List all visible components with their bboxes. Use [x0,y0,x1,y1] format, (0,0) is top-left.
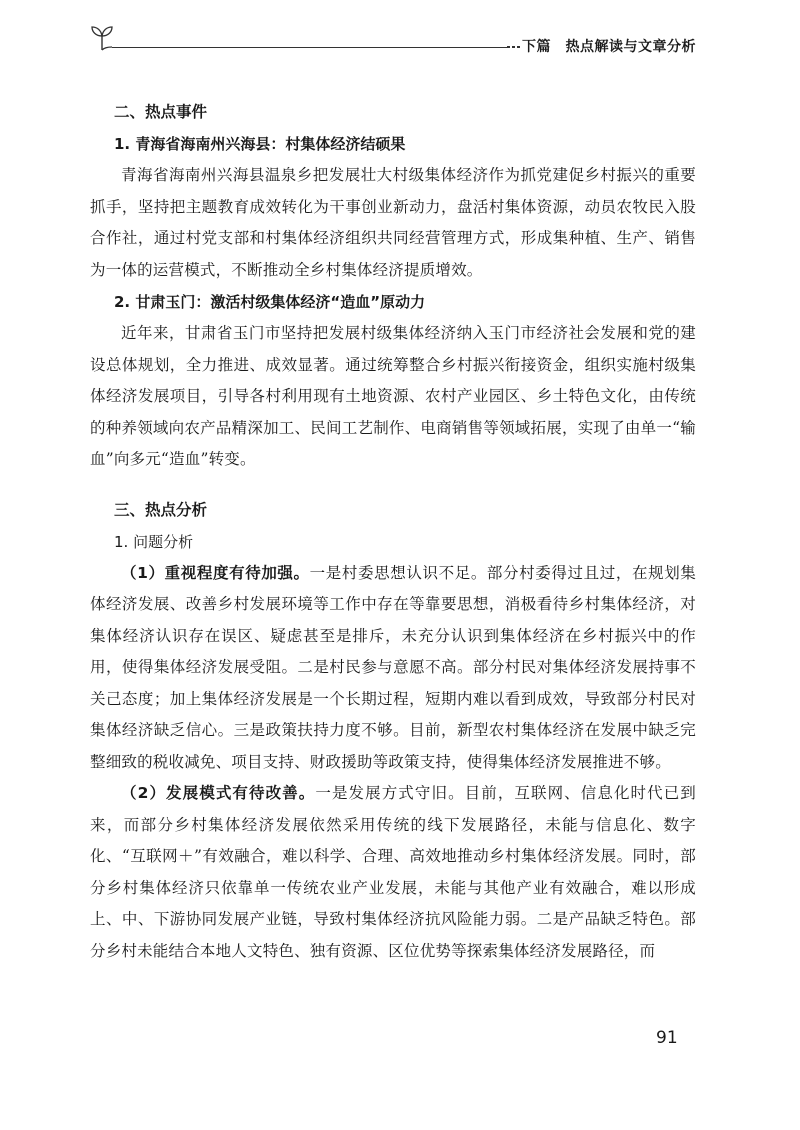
header-rule [112,47,507,48]
section-heading: 三、热点分析 [114,500,208,519]
point-text: 一是村委思想认识不足。部分村委得过且过，在规划集体经济发展、改善乡村发展环境等工作中存在等靠要思想，消极看待乡村集体经济，对集体经济认识存在误区、疑虑甚至是排斥，未充分认识到集体经济在乡村振兴中的作用，使得集体经济发展受阻。二是村民参与意愿不高。部分村民对集体经济发展持事不关己态度；加上集体经济发展是一个长期过程，短期内难以看到成效，导致部分村民对集体经济缺乏信心。三是政策扶持力度不够。目前，新型农村集体经济在发展中缺乏完整细致的税收减免、项目支持、财政援助等政策支持，使得集体经济发展推进不够。 [90,563,697,771]
paragraph: 青海省海南州兴海县温泉乡把发展壮大村级集体经济作为抓党建促乡村振兴的重要抓手，坚持把主题教育成效转化为干事创业新动力，盘活村集体资源，动员农牧民入股合作社，通过村党支部和村集体经济组织共同经营管理方式，形成集种植、生产、销售为一体的运营模式，不断推动全乡村集体经济提质增效。 [90,166,696,279]
paragraph: 近年来，甘肃省玉门市坚持把发展村级集体经济纳入玉门市经济社会发展和党的建设总体规划，全力推进、成效显著。通过统筹整合乡村振兴衔接资金，组织实施村级集体经济发展项目，引导各村利用现有土地资源、农村产业园区、乡土特色文化，由传统的种养领域向农产品精深加工、民间工艺制作、电商销售等领域拓展，实现了由单一“输血”向多元“造血”转变。 [90,324,696,468]
running-head: 下篇 热点解读与文章分析 [522,39,696,55]
page-number: 91 [656,1028,678,1048]
subheading: 2. 甘肃玉门：激活村级集体经济“造血”原动力 [114,293,426,311]
page-body [90,96,696,967]
section-heading: 二、热点事件 [114,103,208,121]
subheading: 1. 问题分析 [114,532,194,551]
point-lead: （1）重视程度有待加强。 [121,563,310,582]
sprout-icon [90,22,114,52]
subheading: 1. 青海省海南州兴海县：村集体经济结硕果 [114,135,406,153]
header-rule-dash [507,46,521,48]
point-text: 一是发展方式守旧。目前，互联网、信息化时代已到来，而部分乡村集体经济发展依然采用传统的线下发展路径，未能与信息化、数字化、“互联网＋”有效融合，难以科学、合理、高效地推动乡村集体经济发展。同时，部分乡村集体经济只依靠单一传统农业产业发展，未能与其他产业有效融合，难以形成上、中、下游协同发展产业链，导致村集体经济抗风险能力弱。二是产品缺乏特色。部分乡村未能结合本地人文特色、独有资源、区位优势等探索集体经济发展路径，而 [90,784,697,960]
analysis-point [90,778,696,967]
point-lead: （2）发展模式有待改善。 [121,784,316,802]
page-header [0,0,800,70]
analysis-point [90,558,696,779]
